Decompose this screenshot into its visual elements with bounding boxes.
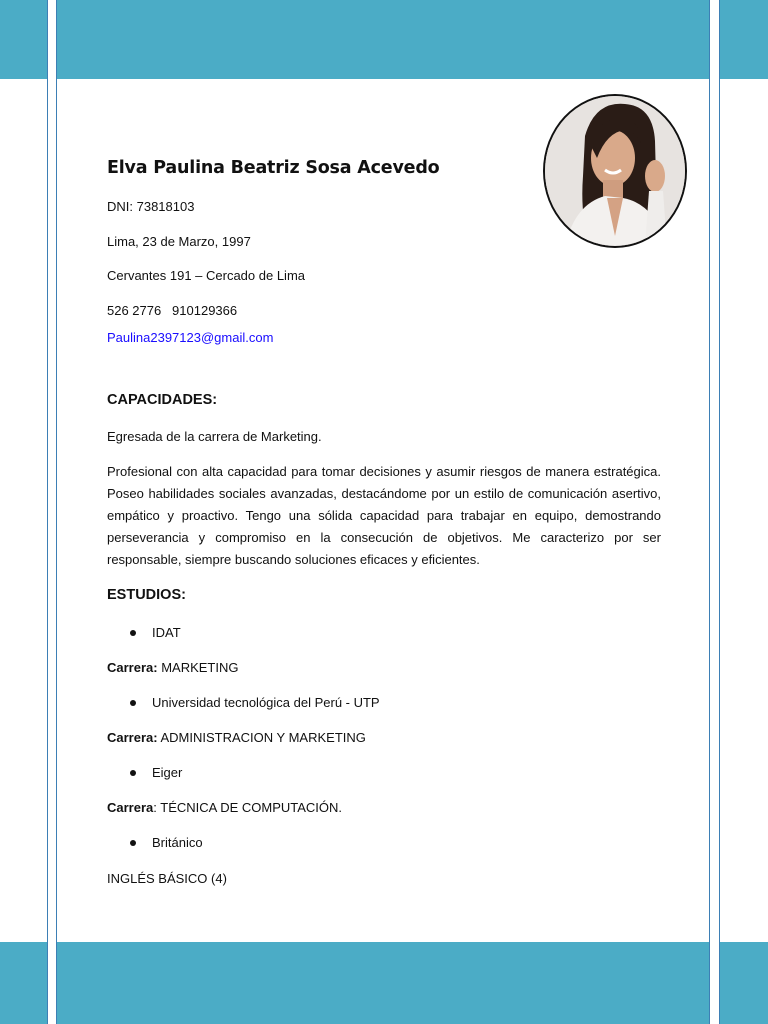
estudios-heading: ESTUDIOS: — [107, 587, 186, 603]
study-career — [107, 730, 366, 745]
right-bottom-band — [720, 942, 768, 1024]
study-institution: IDAT — [152, 625, 181, 640]
left-top-band — [0, 0, 47, 79]
page-right-border — [709, 0, 710, 1024]
capacidades-line: Egresada de la carrera de Marketing. — [107, 429, 322, 444]
career-label: Carrera: — [107, 660, 158, 675]
bullet-icon — [130, 840, 136, 846]
study-institution: Británico — [152, 835, 203, 850]
address-text: Cervantes 191 – Cercado de Lima — [107, 268, 306, 283]
career-label: Carrera: — [107, 730, 158, 745]
bullet-icon — [130, 700, 136, 706]
bullet-icon — [130, 630, 136, 636]
left-edge-line — [47, 0, 48, 1024]
profile-photo — [543, 94, 687, 248]
birth-text: Lima, 23 de Marzo, 1997 — [107, 234, 251, 249]
study-career — [107, 800, 342, 815]
right-edge-line — [719, 0, 720, 1024]
bullet-icon — [130, 770, 136, 776]
career-value: MARKETING — [157, 660, 239, 675]
portrait-illustration-icon — [545, 96, 685, 246]
career-value: : TÉCNICA DE COMPUTACIÓN. — [153, 800, 343, 815]
right-top-band — [720, 0, 768, 79]
study-institution: Universidad tecnológica del Perú - UTP — [152, 695, 380, 710]
career-value: ADMINISTRACION Y MARKETING — [157, 730, 366, 745]
left-bottom-band — [0, 942, 47, 1024]
candidate-name: Elva Paulina Beatriz Sosa Acevedo — [107, 158, 440, 178]
page-footer-band — [57, 942, 709, 1024]
study-institution: Eiger — [152, 765, 183, 780]
phones-text: 526 2776 910129366 — [107, 303, 238, 318]
capacidades-paragraph: Profesional con alta capacidad para tomar decisiones y asumir riesgos de manera estratégica. Poseo habilidades sociales avanzadas, destacándome por un estilo de comunicación asertivo, empático y proactivo. Tengo una sólida capacidad para trabajar en equipo, demostrando perseverancia y compromiso en la consecución de objetivos. Me caracterizo por ser responsable, siempre buscando soluciones eficaces y eficientes. — [107, 464, 661, 567]
dni-text: DNI: 73818103 — [107, 199, 195, 214]
page-header-band — [57, 0, 709, 79]
career-value: INGLÉS BÁSICO (4) — [107, 871, 227, 886]
capacidades-heading: CAPACIDADES: — [107, 392, 218, 408]
career-label: Carrera — [107, 800, 154, 815]
email-link[interactable]: Paulina2397123@gmail.com — [107, 330, 274, 345]
study-career — [107, 660, 239, 675]
page-left-border — [56, 0, 57, 1024]
study-career — [107, 871, 227, 886]
